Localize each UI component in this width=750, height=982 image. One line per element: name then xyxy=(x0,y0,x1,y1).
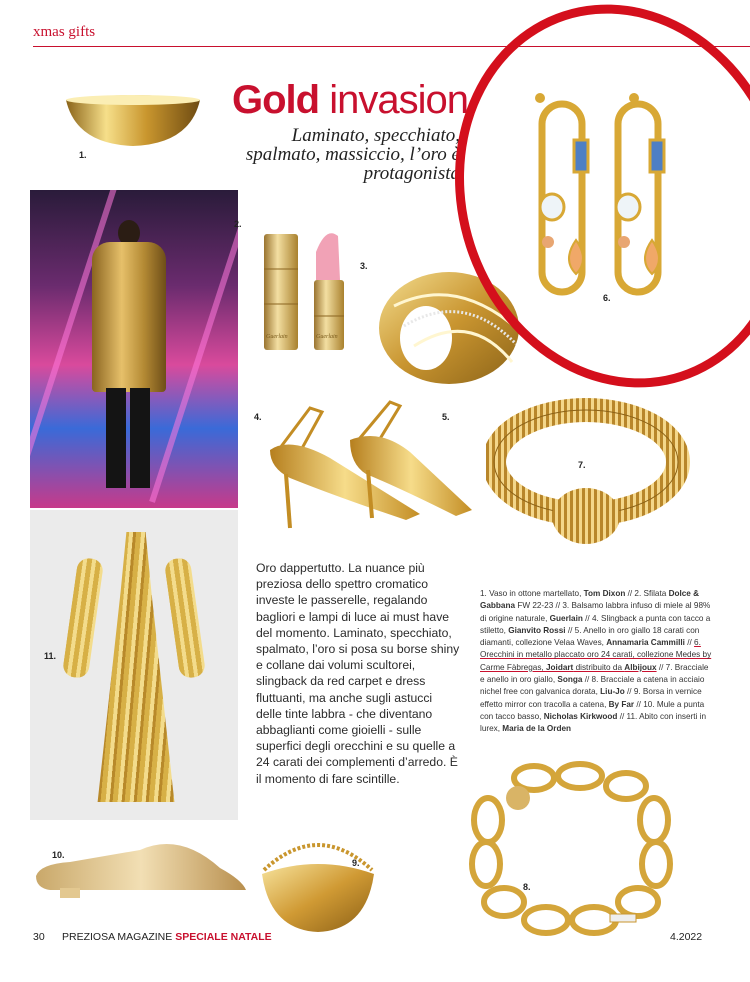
lipstick-brand-right: Guerlain xyxy=(316,334,338,340)
item-number-3: 3. xyxy=(360,261,368,271)
item-number-9: 9. xyxy=(352,858,360,868)
highlighted-caption-item: 6. Orecchini in metallo placcato oro 24 carati, collezione Medes by Carme Fàbregas, xyxy=(480,638,712,672)
page-number: 30 xyxy=(33,931,45,943)
coil-bracelet-image xyxy=(486,390,692,550)
model-legs xyxy=(106,388,150,488)
issue-number: 4.2022 xyxy=(670,931,703,943)
footer-magazine: PREZIOSA MAGAZINE SPECIALE NATALE xyxy=(62,931,272,943)
item-number-5: 5. xyxy=(442,412,450,422)
item-number-8: 8. xyxy=(523,882,531,892)
subtitle: Laminato, specchiato, spalmato, massiccio, l’oro è protagonista xyxy=(245,125,460,184)
section-tag: xmas gifts xyxy=(33,24,96,40)
runway-photo xyxy=(30,190,238,508)
mule-shoe-image xyxy=(30,828,252,900)
gold-bowl-image xyxy=(62,92,204,148)
footer-special: SPECIALE NATALE xyxy=(175,931,272,943)
mirror-bag-image xyxy=(256,818,380,938)
lipstick-brand-left: Guerlain xyxy=(266,334,288,340)
gold-jacket xyxy=(92,242,166,392)
article-body: Oro dappertutto. La nuance più preziosa dello spettro cromatico investe le passerelle, regalando bagliori e lampi di luce ai must have del momento. Laminato, specchiato, spalmato, l’oro si posa su borse shiny e collane dai volumi scultorei, slingback da red carpet e dress fluttuanti, ma anche sugli astucci delle tinte labbra - che diventano abbaglianti come gioielli - sulle superfici degli orecchini e su quelle a 24 carati dei complementi d’arredo. È il momento di fare scintille. xyxy=(256,561,460,786)
item-number-11: 11. xyxy=(44,651,57,661)
chain-bracelet-image xyxy=(460,760,690,948)
item-number-4: 4. xyxy=(254,412,262,422)
title-bold: Gold xyxy=(232,78,320,122)
item-number-7: 7. xyxy=(578,460,586,470)
slingback-shoes-image xyxy=(250,388,480,538)
item-number-1: 1. xyxy=(79,150,87,160)
page-title xyxy=(232,78,468,122)
gold-dress-photo xyxy=(30,510,238,820)
product-caption: 1. Vaso in ottone martellato, Tom Dixon // 2. Sfilata Dolce & Gabbana FW 22-23 // 3. Balsamo labbra infuso di miele al 98% di origine naturale, Guerlain // 4. Slingback a punta con tacco a stiletto, Gianvito Rossi // 5. Anello in oro giallo 18 carati con diamanti, collezione Velaa Waves, Annamaria Cammilli // 6. Orecchini in metallo placcato oro 24 carati, collezione Medes by Carme Fàbregas, Joidart distribuito da Albijoux // 7. Bracciale e anello in oro giallo, Songa // 8. Bracciale a catena in acciaio nichel free con galvanica dorata, Liu-Jo // 9. Borsa in vernice effetto mirror con tracolla a catena, By Far // 10. Mule a punta con tacco basso, Nicholas Kirkwood // 11. Abito con inserti in lurex, Maria de la Orden xyxy=(480,589,712,734)
item-number-10: 10. xyxy=(52,850,65,860)
item-number-6: 6. xyxy=(603,293,611,303)
item-number-2: 2. xyxy=(234,219,242,229)
title-light: invasion xyxy=(319,78,468,122)
